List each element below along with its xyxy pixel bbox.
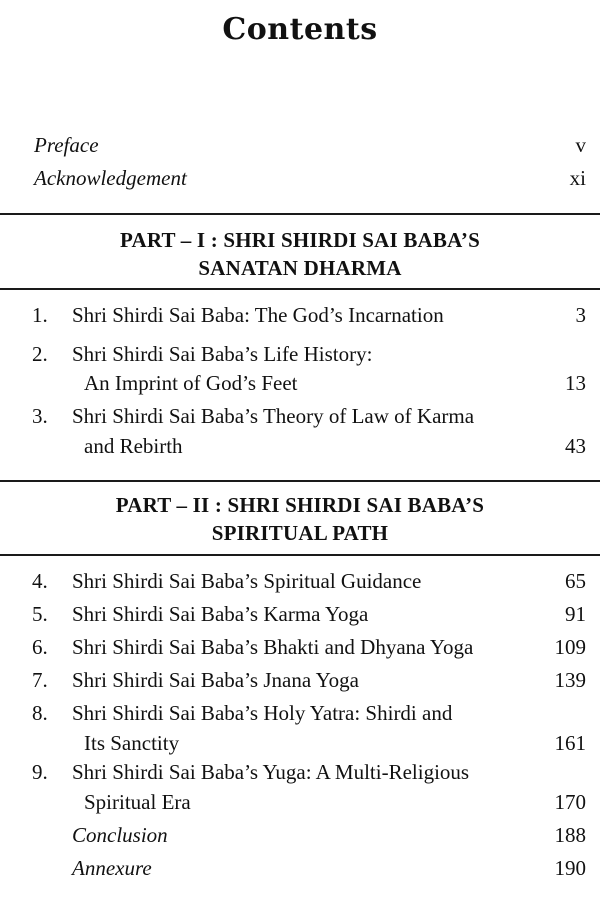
chapter-title: Shri Shirdi Sai Baba’s Life History: [72,342,373,366]
chapter-number: 6. [32,635,48,659]
page-title: Contents [222,12,378,47]
chapter-number: 1. [32,303,48,327]
part-heading-line: PART – I : SHRI SHIRDI SAI BABA’S [119,228,481,252]
chapter-number: 7. [32,668,48,692]
section-divider [0,288,600,290]
chapter-title: Shri Shirdi Sai Baba’s Bhakti and Dhyana Yoga [72,635,474,659]
entry-title: Acknowledgement [34,166,187,190]
chapter-title: Shri Shirdi Sai Baba: The God’s Incarnation [72,303,444,327]
section-divider [0,480,600,482]
chapter-title-continued: An Imprint of God’s Feet [84,371,298,395]
entry-page: 190 [554,856,586,880]
entry-page: 43 [565,434,586,458]
chapter-number: 8. [32,701,48,725]
section-divider [0,213,600,215]
chapter-title: Shri Shirdi Sai Baba’s Karma Yoga [72,602,369,626]
chapter-title: Shri Shirdi Sai Baba’s Holy Yatra: Shirdi and [72,701,453,725]
entry-page: 65 [565,569,586,593]
part-heading-line: SPIRITUAL PATH [211,521,389,545]
chapter-number: 3. [32,404,48,428]
entry-title: Preface [34,133,99,157]
chapter-number: 4. [32,569,48,593]
chapter-title-continued: and Rebirth [84,434,183,458]
entry-page: v [575,133,586,157]
entry-title: Conclusion [72,823,168,847]
entry-page: 170 [554,790,586,814]
chapter-title: Shri Shirdi Sai Baba’s Yuga: A Multi-Religious [72,760,470,784]
entry-page: 161 [554,731,586,755]
entry-page: 188 [554,823,586,847]
part-heading-line: SANATAN DHARMA [198,256,402,280]
section-divider [0,554,600,556]
chapter-title: Shri Shirdi Sai Baba’s Theory of Law of Karma [72,404,475,428]
entry-page: xi [569,166,586,190]
chapter-title-continued: Spiritual Era [84,790,191,814]
entry-page: 109 [554,635,586,659]
chapter-number: 2. [32,342,48,366]
chapter-number: 9. [32,760,48,784]
chapter-title: Shri Shirdi Sai Baba’s Jnana Yoga [72,668,360,692]
chapter-title-continued: Its Sanctity [84,731,180,755]
entry-page: 91 [565,602,586,626]
chapter-title: Shri Shirdi Sai Baba’s Spiritual Guidance [72,569,422,593]
part-heading-line: PART – II : SHRI SHIRDI SAI BABA’S [115,493,485,517]
entry-page: 13 [565,371,586,395]
entry-page: 3 [575,303,586,327]
entry-page: 139 [554,668,586,692]
chapter-number: 5. [32,602,48,626]
entry-title: Annexure [72,856,152,880]
